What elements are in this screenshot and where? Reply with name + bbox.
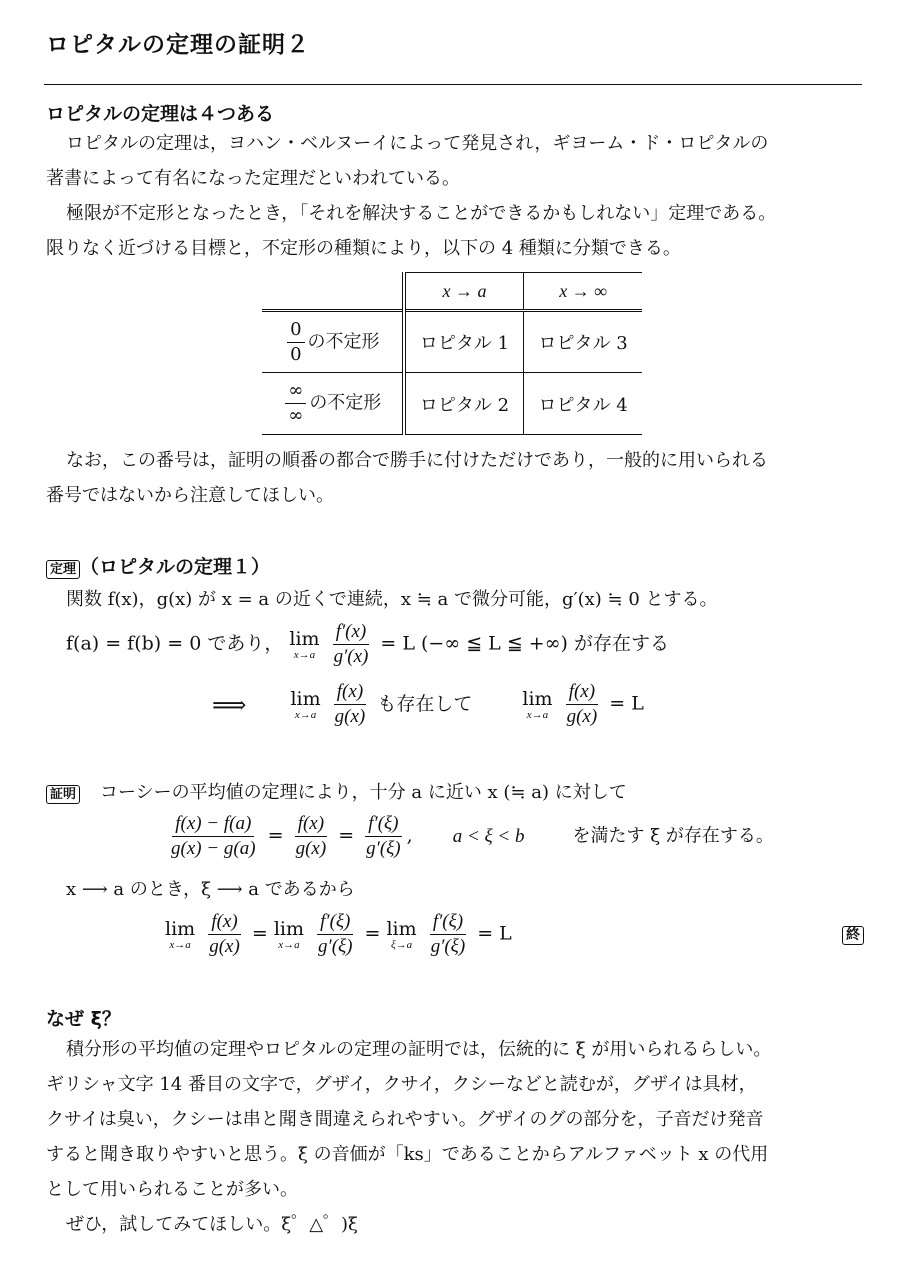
proof-equation-1: $\frac{f(x) - f(a)}{g(x) - g(a)}$ = $\frac{f(x)}{g(x)}$ = $\frac{f'(\xi)}{g'(\xi)}$ , a < ξ < b を満たす ξ が存在する。 xyxy=(171,813,774,859)
xi-line2: ギリシャ文字 14 番目の文字で，グザイ，クサイ，クシーなどと読むが，グザイは具材， xyxy=(46,1074,757,1095)
cell-lhopital-1: ロピタル 1 xyxy=(404,311,524,373)
classification-table xyxy=(262,272,642,435)
theorem-heading xyxy=(46,552,270,579)
proof-line1-row xyxy=(46,778,627,804)
cell-lhopital-2: ロピタル 2 xyxy=(404,373,524,435)
para2-line2: 限りなく近づける目標と，不定形の種類により，以下の 4 種類に分類できる。 xyxy=(46,238,681,259)
para3-line2: 番号ではないから注意してほしい。 xyxy=(46,485,334,506)
xi-line3: クサイは臭い，クシーは串と聞き間違えられやすい。グザイのグの部分を，子音だけ発音 xyxy=(46,1109,764,1130)
para1-line2: 著書によって有名になった定理だといわれている。 xyxy=(46,168,460,189)
proof-badge: 証明 xyxy=(46,785,80,804)
para3-line1: なお，この番号は，証明の順番の都合で勝手に付けただけであり，一般的に用いられる xyxy=(66,450,768,471)
xi-line4: すると聞き取りやすいと思う。ξ の音価が「ks」であることからアルファベット x の代用 xyxy=(46,1144,769,1165)
table-header-x-to-a: x → a xyxy=(404,273,524,311)
theorem-badge: 定理 xyxy=(46,560,80,579)
para2-line1: 極限が不定形となったとき，「それを解決することができるかもしれない」定理である。 xyxy=(66,203,777,224)
cell-lhopital-4: ロピタル 4 xyxy=(524,373,642,435)
page-title: ロピタルの定理の証明２ xyxy=(46,32,310,58)
proof-equation-2: lim x→a $\frac{f(x)}{g(x)}$ = lim x→a $\frac{f'(\xi)}{g'(\xi)}$ = lim ξ→a $\frac{f'(\xi)}{g'(\xi)}$ = L xyxy=(165,911,512,957)
para1-line1: ロピタルの定理は，ヨハン・ベルヌーイによって発見され，ギヨーム・ド・ロピタルの xyxy=(66,133,769,154)
theorem-line1: 関数 f(x)，g(x) が x = a の近くで連続，x ≒ a で微分可能，g′(x) ≒ 0 とする。 xyxy=(66,589,718,610)
theorem-conclusion: ⟹ lim x→a $\frac{f(x)}{g(x)}$ も存在して lim x→a $\frac{f(x)}{g(x)}$ = L xyxy=(212,681,644,727)
row-zero-over-zero: $\frac{0}{0}$ の不定形 xyxy=(262,311,404,373)
proof-end-mark: 終 xyxy=(842,924,864,945)
theorem-condition: f(a) = f(b) = 0 であり， lim x→a $\frac{f'(x)}{g'(x)}$ = L (−∞ ≦ L ≦ +∞) が存在する xyxy=(66,621,669,667)
proof-line1: コーシーの平均値の定理により，十分 a に近い x (≒ a) に対して xyxy=(100,782,627,803)
table-corner-cell xyxy=(262,273,404,311)
note-paragraph xyxy=(46,443,871,513)
title-divider xyxy=(44,84,862,85)
xi-line6: ぜひ，試してみてほしい。ξ゜△゜)ξ xyxy=(66,1214,358,1235)
xi-line1: 積分形の平均値の定理やロピタルの定理の証明では，伝統的に ξ が用いられるらしい。 xyxy=(66,1039,772,1060)
section-heading-why-xi: なぜ ξ？ xyxy=(46,1008,121,1030)
cell-lhopital-3: ロピタル 3 xyxy=(524,311,642,373)
implies-arrow: ⟹ xyxy=(212,690,247,719)
intro-paragraph xyxy=(46,126,871,266)
xi-paragraph xyxy=(46,1032,871,1242)
row-inf-over-inf: $\frac{\infty}{\infty}$ の不定形 xyxy=(262,373,404,435)
proof-line3: x ⟶ a のとき，ξ ⟶ a であるから xyxy=(66,879,355,900)
section-heading-four-theorems: ロピタルの定理は４つある xyxy=(46,103,275,125)
theorem-title: （ロピタルの定理１） xyxy=(80,556,271,578)
table-header-x-to-inf: x → ∞ xyxy=(524,273,642,311)
xi-line5: として用いられることが多い。 xyxy=(46,1179,298,1200)
